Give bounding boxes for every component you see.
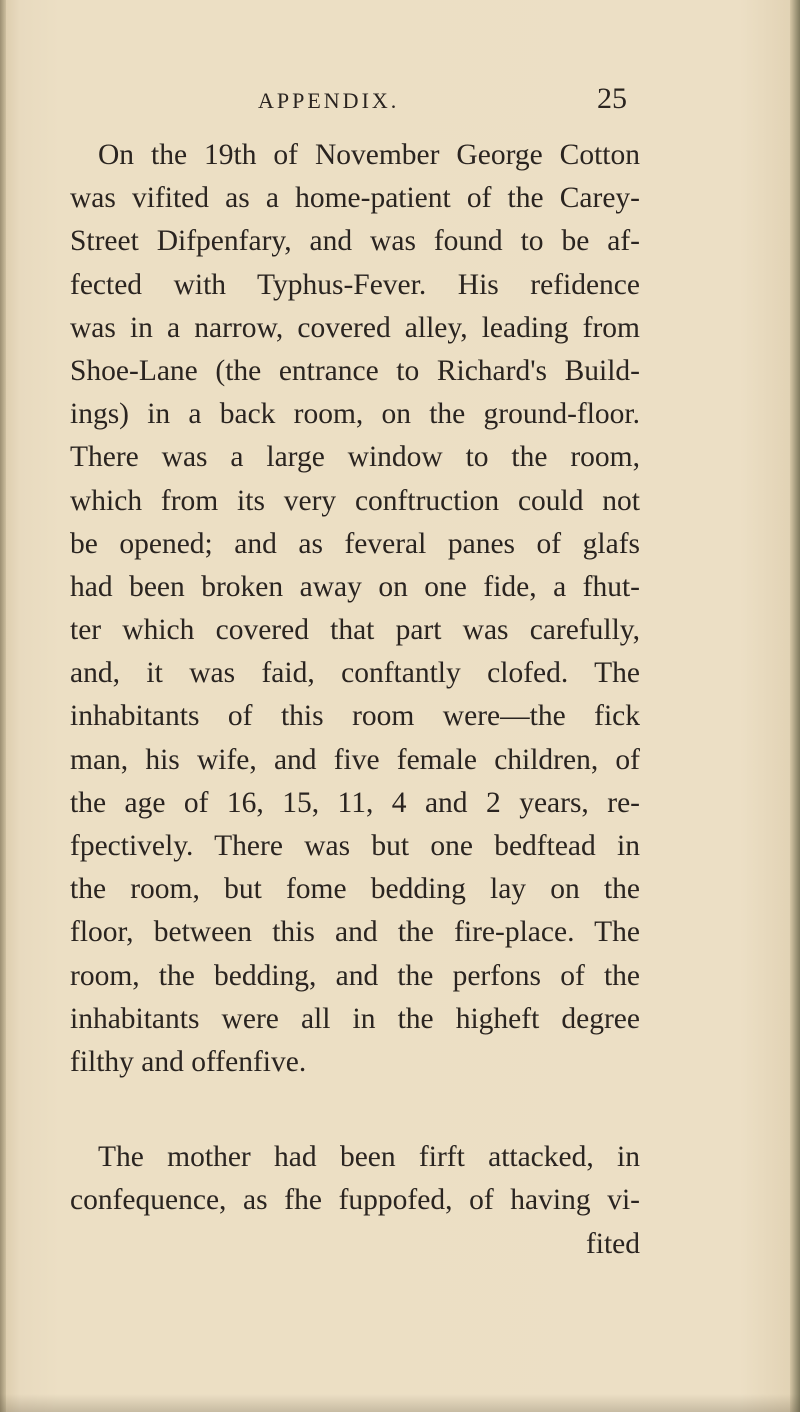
- text-line: be opened; and as feveral panes of glafs: [70, 527, 640, 560]
- text-line: fected with Typhus-Fever. His refidence: [70, 268, 640, 301]
- paragraph-1: [70, 134, 640, 1084]
- text-line: inhabitants of this room were—the fick: [70, 700, 640, 733]
- text-line: floor, between this and the fire-place. The: [70, 916, 640, 949]
- text-line: fpectively. There was but one bedftead in: [70, 830, 640, 862]
- text-line: There was a large window to the room,: [70, 441, 640, 474]
- text-line: ter which covered that part was carefully,: [70, 614, 640, 647]
- body-text: [70, 134, 640, 1266]
- text-line: On the 19th of November George Cotton: [98, 139, 640, 171]
- page-right-edge: [790, 0, 800, 1412]
- text-line: filthy and offenfive.: [70, 1045, 307, 1078]
- running-head: [0, 82, 800, 122]
- text-line: room, the bedding, and the perfons of the: [70, 959, 640, 992]
- text-line: and, it was faid, conftantly clofed. The: [70, 657, 640, 690]
- text-line: The mother had been firft attacked, in: [98, 1141, 640, 1174]
- text-line: was vifited as a home-patient of the Carey-: [70, 182, 640, 215]
- text-line: had been broken away on one fide, a fhut-: [70, 570, 640, 603]
- text-line: inhabitants were all in the higheft degree: [70, 1002, 640, 1035]
- text-line: confequence, as fhe fuppofed, of having vi-: [70, 1184, 640, 1217]
- page-number: 25: [597, 82, 627, 115]
- text-line: the room, but fome bedding lay on the: [70, 873, 640, 906]
- text-line: Shoe-Lane (the entrance to Richard's Build-: [70, 354, 640, 387]
- text-line: man, his wife, and five female children, of: [70, 743, 640, 776]
- text-line: Street Difpenfary, and was found to be af-: [70, 225, 640, 258]
- text-line: was in a narrow, covered alley, leading from: [70, 311, 640, 344]
- catchword: fited: [585, 1227, 640, 1260]
- paragraph-2: [70, 1136, 640, 1222]
- paragraph-gap: [70, 1084, 640, 1136]
- page-gutter-edge: [0, 0, 6, 1412]
- text-line: ings) in a back room, on the ground-floor.: [70, 398, 640, 431]
- page-bottom-shadow: [0, 1394, 800, 1412]
- running-head-title: APPENDIX.: [258, 88, 400, 113]
- text-line: the age of 16, 15, 11, 4 and 2 years, re-: [70, 786, 640, 819]
- text-line: which from its very conftruction could not: [70, 484, 640, 517]
